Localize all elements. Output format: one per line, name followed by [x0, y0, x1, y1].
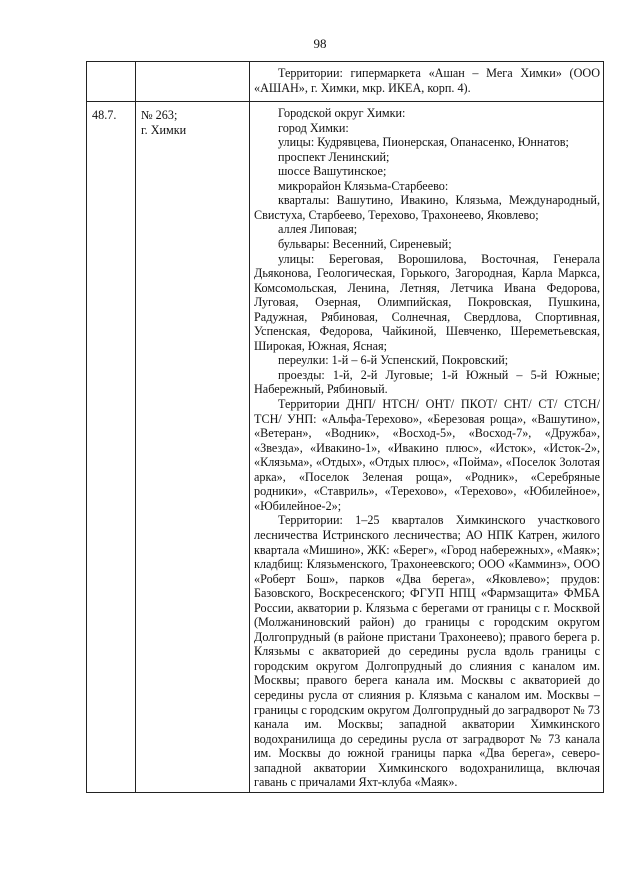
- territory-line: шоссе Вашутинское;: [278, 164, 387, 179]
- territory-paragraph: кварталы: Вашутино, Ивакино, Клязьма, Международный, Свистуха, Старбеево, Терехово, Трахонеево, Яковлево;: [254, 193, 600, 222]
- document-table: [86, 61, 604, 793]
- row-number-cell: [87, 62, 136, 102]
- territory-text: Территории: гипермаркета «Ашан – Мега Химки» (ООО «АШАН», г. Химки, мкр. ИКЕА, корп. 4).: [254, 66, 600, 95]
- territory-paragraph: Территории: 1–25 кварталов Химкинского участкового лесничества Истринского лесничества; АО НПК Катрен, жилого квартала «Мишино», ЖК: «Берег», «Город набережных», «Маяк»; кладбищ: Клязьменского, Трахонеевского; ООО «Камминз», ООО «Роберт Бош», парков «Два берега», «Яковлево»; прудов: Базовского, Воскресенского; ФГУП НПЦ «Фармзащита» ФМБА России, акватории р. Клязьма с берегами от границы с г. Москвой (Молжаниновский район) до границы с городским округом Долгопрудный (в районе пристани Трахонеево); правого берега р. Клязьмы с акваторией до середины русла вдоль границы с городским округом Долгопрудный до слияния с каналом им. Москвы; правого берега канала им. Москвы с акваторией до середины русла от слияния р. Клязьма с каналом им. Москвы – границы с городским округом Долгопрудный до заградворот № 73 канала им. Москвы; западной акватории Химкинского водохранилища до середины русла от заградворот № 73 канала им. Москвы до южной границы парка «Два берега», северо-западной акватории Химкинского водохранилища, включая гавань с причалами Яхт-клуба «Маяк».: [254, 513, 600, 790]
- district-city: г. Химки: [141, 122, 187, 137]
- territory-line: город Химки:: [278, 120, 349, 135]
- row-number-cell: 48.7.: [87, 102, 136, 793]
- page-number: 98: [313, 36, 327, 51]
- territory-cell: [250, 62, 604, 102]
- territory-line: микрорайон Клязьма-Старбеево:: [278, 178, 449, 193]
- table-row-continued: [87, 62, 604, 102]
- district-cell: [136, 62, 250, 102]
- territory-line: бульвары: Весенний, Сиреневый;: [278, 237, 452, 252]
- territory-paragraph: проезды: 1-й, 2-й Луговые; 1-й Южный – 5-й Южные; Набережный, Рябиновый.: [254, 367, 600, 397]
- territory-line: Городской округ Химки:: [278, 106, 406, 121]
- territory-paragraph: улицы: Береговая, Ворошилова, Восточная, Генерала Дьяконова, Геологическая, Горького, Загородная, Карла Маркса, Комсомольская, Ленина, Летняя, Летчика Ивана Федорова, Луговая, Озерная, Олимпийская, Покровская, Пушкина, Радужная, Рябиновая, Солнечная, Свердлова, Спортивная, Успенская, Федорова, Чайкиной, Шевченко, Шереметьевская, Широкая, Южная, Ясная;: [254, 251, 600, 353]
- territory-line: переулки: 1-й – 6-й Успенский, Покровский;: [278, 353, 509, 368]
- territory-line: улицы: Кудрявцева, Пионерская, Опанасенко, Юннатов;: [278, 135, 569, 150]
- territory-line: аллея Липовая;: [278, 222, 358, 237]
- district-cell: [136, 102, 250, 793]
- territory-cell: [250, 102, 604, 793]
- territory-paragraph: Территории ДНП/ НТСН/ ОНТ/ ПКОТ/ СНТ/ СТ/ СТСН/ ТСН/ УНП: «Альфа-Терехово», «Березовая роща», «Вашутино», «Ветеран», «Водник», «Восход-5», «Восход-7», «Дружба», «Звезда», «Ивакино-1», «Ивакино плюс», «Исток», «Исток-2», «Клязьма», «Отдых», «Отдых плюс», «Пойма», «Поселок Золотая арка», «Поселок Зеленая роща», «Родник», «Серебряные родники», «Ставриль», «Терехово», «Терехово», «Юбилейное», «Юбилейное-2»;: [254, 397, 600, 513]
- territory-line: проспект Ленинский;: [278, 149, 390, 164]
- table-row-48-7: [87, 102, 604, 793]
- district-number: № 263;: [141, 108, 178, 123]
